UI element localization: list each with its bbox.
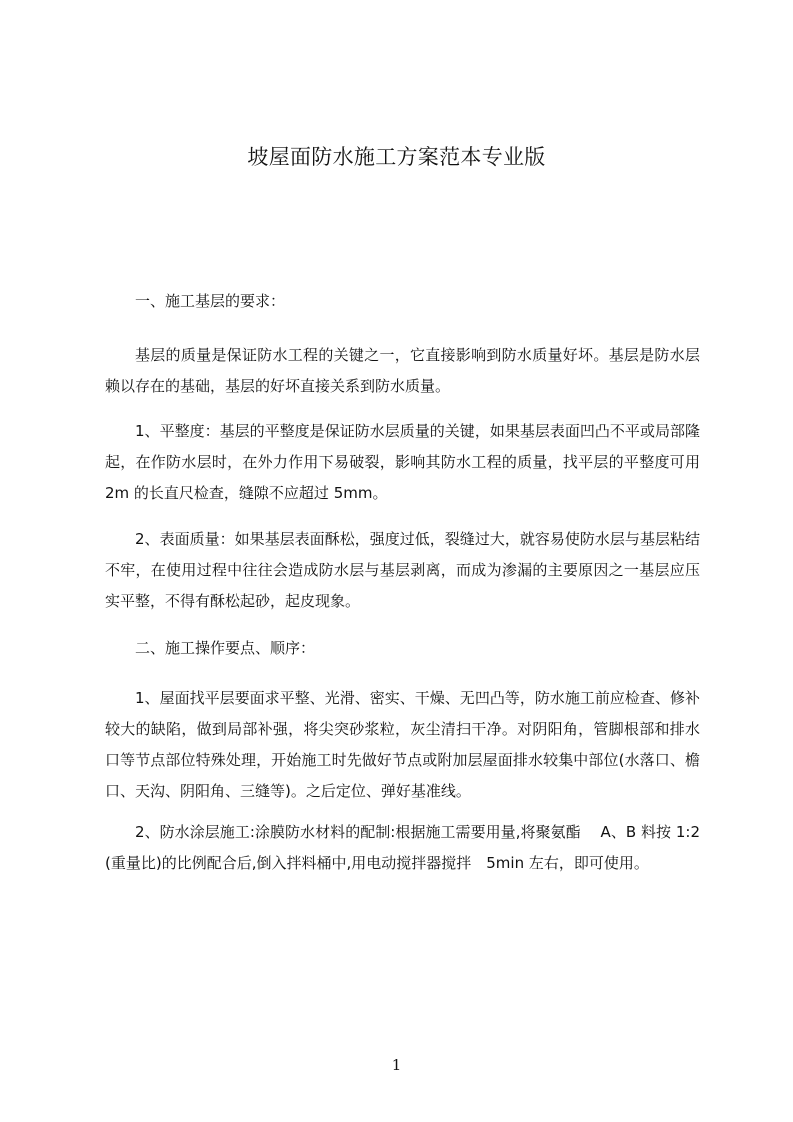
section-heading-operation-points: 二、施工操作要点、顺序：	[135, 639, 316, 657]
paragraph-flatness: 1、平整度：基层的平整度是保证防水层质量的关键，如果基层表面凹凸不平或局部隆起，在作防水层时，在外力作用下易破裂，影响其防水工程的质量，找平层的平整度可用 2m 的长直尺检查，缝隙不应超过 5mm。	[105, 422, 700, 502]
section-heading-construction-base: 一、施工基层的要求：	[135, 292, 286, 310]
paragraph-leveling-layer: 1、屋面找平层要面求平整、光滑、密实、干燥、无凹凸等，防水施工前应检查、修补较大的缺陷，做到局部补强，将尖突砂浆粒，灰尘清扫干净。对阴阳角，管脚根部和排水口等节点部位特殊处理，开始施工时先做好节点或附加层屋面排水较集中部位(水落口、檐口、天沟、阴阳角、三缝等)。之后定位、弹好基准线。	[105, 689, 700, 800]
document-title: 坡屋面防水施工方案范本专业版	[247, 145, 546, 169]
paragraph-base-quality: 基层的质量是保证防水工程的关键之一，它直接影响到防水质量好坏。基层是防水层赖以存在的基础，基层的好坏直接关系到防水质量。	[105, 346, 700, 395]
page-number: 1	[391, 1056, 402, 1074]
paragraph-surface-quality: 2、表面质量：如果基层表面酥松，强度过低，裂缝过大，就容易使防水层与基层粘结不牢，在使用过程中往往会造成防水层与基层剥离，而成为渗漏的主要原因之一基层应压实平整，不得有酥松起砂，起皮现象。	[105, 530, 700, 610]
paragraph-coating-construction: 2、防水涂层施工:涂膜防水材料的配制:根据施工需要用量,将聚氨酯 A、B 料按 1:2(重量比)的比例配合后,倒入拌料桶中,用电动搅拌器搅拌 5min 左右，即可使用。	[105, 823, 700, 872]
